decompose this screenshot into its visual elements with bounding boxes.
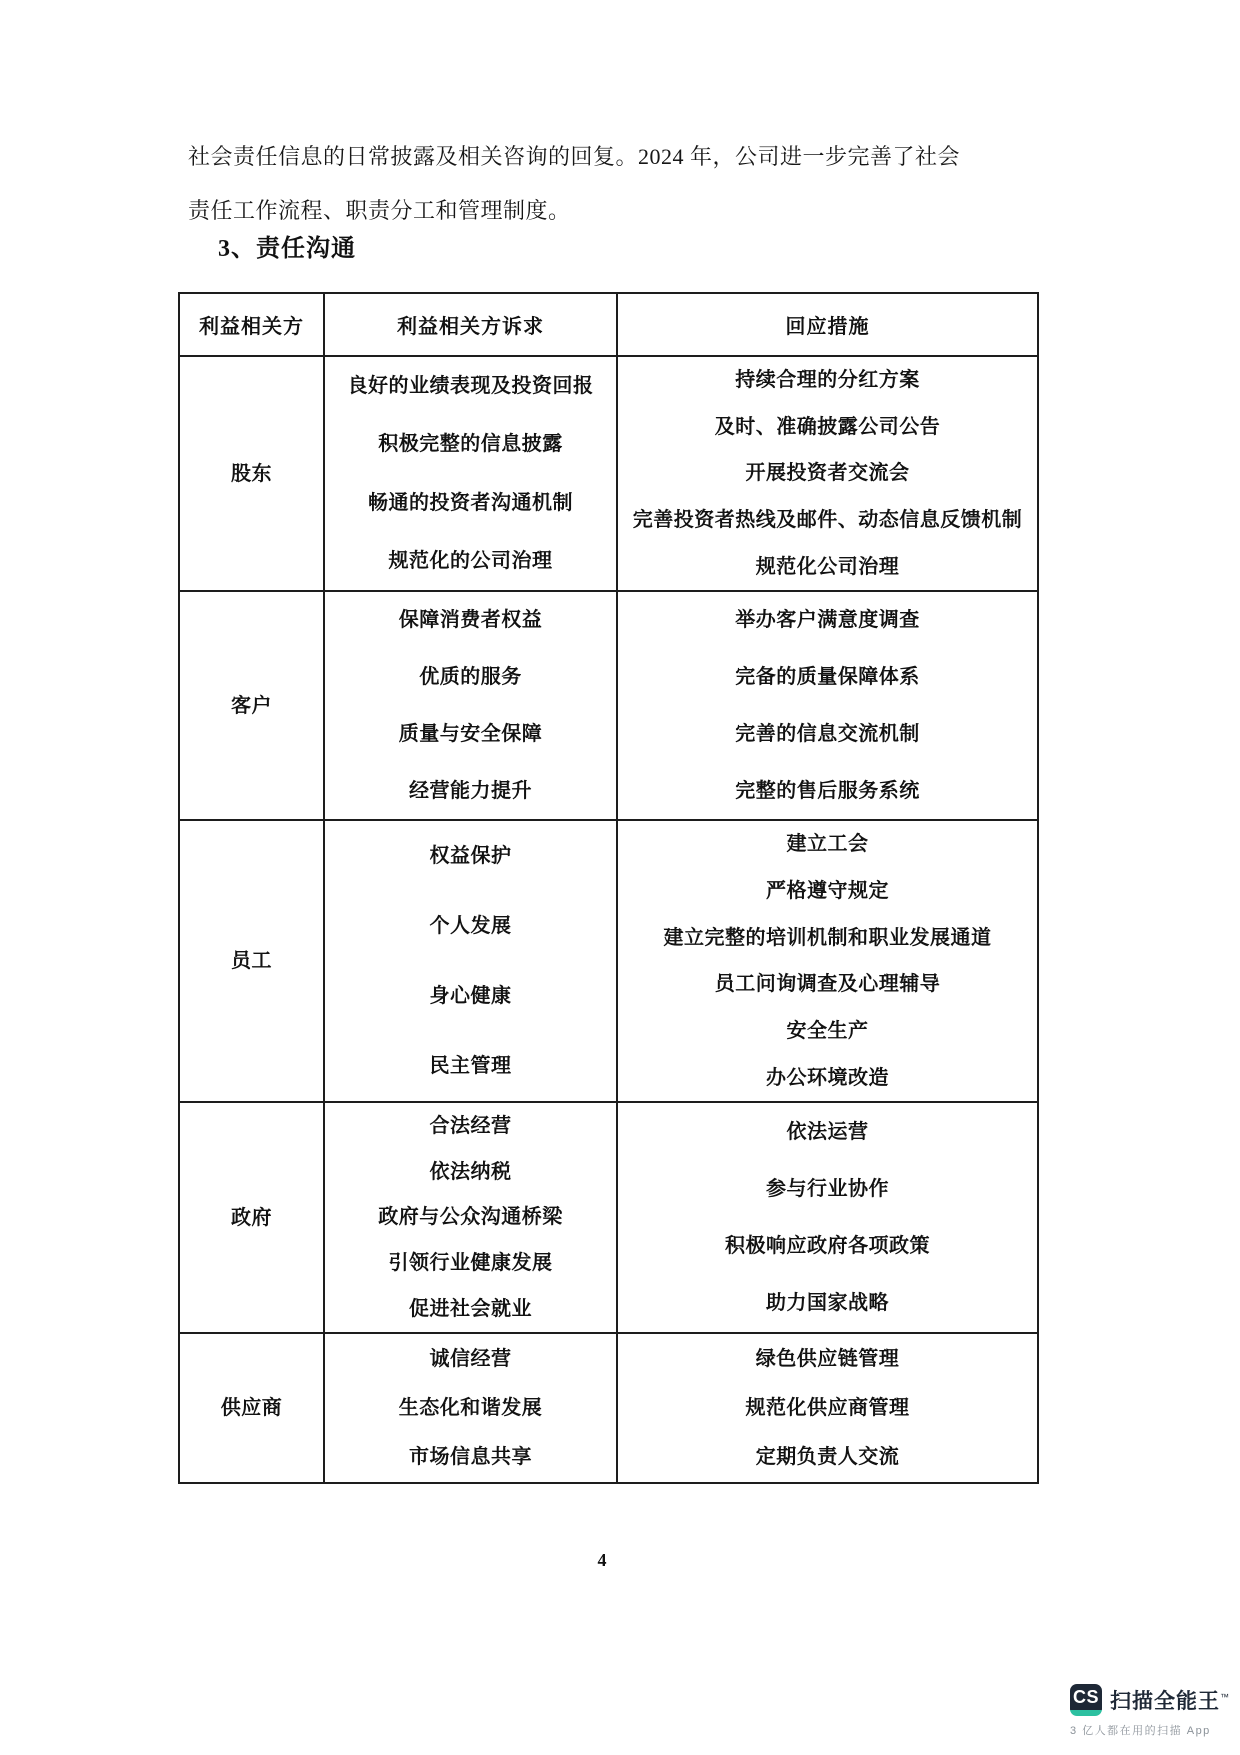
stakeholder-cell	[179, 1102, 324, 1333]
column-header-demands: 利益相关方诉求	[324, 293, 617, 356]
table-body	[179, 356, 1038, 1483]
demands-cell	[324, 820, 617, 1102]
responses-cell	[617, 1333, 1038, 1483]
demand-line: 引领行业健康发展	[388, 1252, 553, 1275]
response-line: 开展投资者交流会	[745, 462, 910, 485]
table-row	[179, 1333, 1038, 1483]
watermark-brand-label: 扫描全能王	[1110, 1690, 1220, 1713]
response-line: 完善的信息交流机制	[735, 722, 920, 745]
response-line: 积极响应政府各项政策	[725, 1235, 930, 1258]
demand-line: 优质的服务	[419, 666, 522, 689]
watermark-tagline: 3 亿人都在用的扫描 App	[1070, 1725, 1211, 1737]
demand-line: 政府与公众沟通桥梁	[378, 1206, 563, 1229]
stakeholder-cell	[179, 356, 324, 591]
camscanner-logo-text: CS	[1072, 1687, 1099, 1707]
demand-line: 促进社会就业	[409, 1298, 532, 1321]
response-line: 建立完整的培训机制和职业发展通道	[663, 926, 992, 949]
response-line: 严格遵守规定	[766, 879, 889, 902]
paragraph-line: 社会责任信息的日常披露及相关咨询的回复。2024 年，公司进一步完善了社会	[188, 144, 961, 169]
responses-cell	[617, 820, 1038, 1102]
stakeholder-name: 股东	[231, 462, 272, 485]
response-line: 建立工会	[786, 833, 869, 856]
response-line: 完善投资者热线及邮件、动态信息反馈机制	[632, 509, 1023, 532]
table-row	[179, 820, 1038, 1102]
demands-cell	[324, 1333, 617, 1483]
demand-line: 合法经营	[429, 1114, 512, 1137]
demand-line: 经营能力提升	[409, 779, 532, 802]
response-line: 规范化供应商管理	[745, 1396, 910, 1419]
responses-cell	[617, 591, 1038, 820]
response-line: 员工问询调查及心理辅导	[714, 973, 941, 996]
column-header-responses: 回应措施	[617, 293, 1038, 356]
stakeholder-table	[178, 292, 1039, 1484]
demand-line: 诚信经营	[429, 1347, 512, 1370]
table-row	[179, 1102, 1038, 1333]
camscanner-watermark	[1070, 1684, 1230, 1738]
demand-line: 规范化的公司治理	[388, 549, 553, 572]
table-row	[179, 356, 1038, 591]
response-line: 助力国家战略	[766, 1292, 889, 1315]
response-line: 及时、准确披露公司公告	[714, 415, 941, 438]
stakeholder-name: 员工	[231, 950, 272, 972]
demand-line: 民主管理	[429, 1055, 512, 1077]
demand-line: 质量与安全保障	[398, 722, 543, 745]
demand-line: 市场信息共享	[409, 1446, 532, 1469]
column-header-stakeholder: 利益相关方	[179, 293, 324, 356]
table-header-row	[179, 293, 1038, 356]
stakeholder-cell	[179, 820, 324, 1102]
page-number: 4	[597, 1550, 607, 1570]
stakeholder-cell	[179, 1333, 324, 1483]
watermark-brand-name	[1110, 1685, 1230, 1715]
table-row	[179, 591, 1038, 820]
camscanner-logo-icon	[1070, 1684, 1102, 1716]
response-line: 定期负责人交流	[755, 1446, 900, 1469]
section-heading: 3、责任沟通	[218, 236, 356, 262]
stakeholder-name: 政府	[231, 1206, 272, 1229]
demand-line: 身心健康	[429, 985, 512, 1007]
demands-cell	[324, 1102, 617, 1333]
response-line: 安全生产	[786, 1019, 869, 1042]
response-line: 办公环境改造	[766, 1066, 889, 1089]
paragraph	[188, 130, 960, 238]
demand-line: 权益保护	[429, 845, 512, 867]
watermark-brand-row	[1070, 1684, 1230, 1716]
trademark-symbol: ™	[1220, 1692, 1230, 1702]
response-line: 举办客户满意度调查	[735, 609, 920, 632]
demand-line: 依法纳税	[429, 1160, 512, 1183]
response-line: 参与行业协作	[766, 1177, 889, 1200]
response-line: 完整的售后服务系统	[735, 779, 920, 802]
responses-cell	[617, 1102, 1038, 1333]
response-line: 依法运营	[786, 1120, 869, 1143]
responses-cell	[617, 356, 1038, 591]
response-line: 持续合理的分红方案	[735, 369, 920, 392]
stakeholder-cell	[179, 591, 324, 820]
response-line: 完备的质量保障体系	[735, 666, 920, 689]
stakeholder-name: 供应商	[220, 1397, 283, 1419]
demands-cell	[324, 356, 617, 591]
demand-line: 生态化和谐发展	[398, 1396, 543, 1419]
demand-line: 畅通的投资者沟通机制	[368, 491, 573, 514]
demand-line: 个人发展	[429, 915, 512, 937]
paragraph-line: 责任工作流程、职责分工和管理制度。	[188, 198, 571, 223]
demand-line: 积极完整的信息披露	[378, 433, 563, 456]
stakeholder-name: 客户	[231, 694, 272, 717]
demand-line: 保障消费者权益	[398, 609, 543, 632]
demand-line: 良好的业绩表现及投资回报	[347, 375, 594, 398]
response-line: 绿色供应链管理	[755, 1347, 900, 1370]
demands-cell	[324, 591, 617, 820]
response-line: 规范化公司治理	[755, 555, 900, 578]
